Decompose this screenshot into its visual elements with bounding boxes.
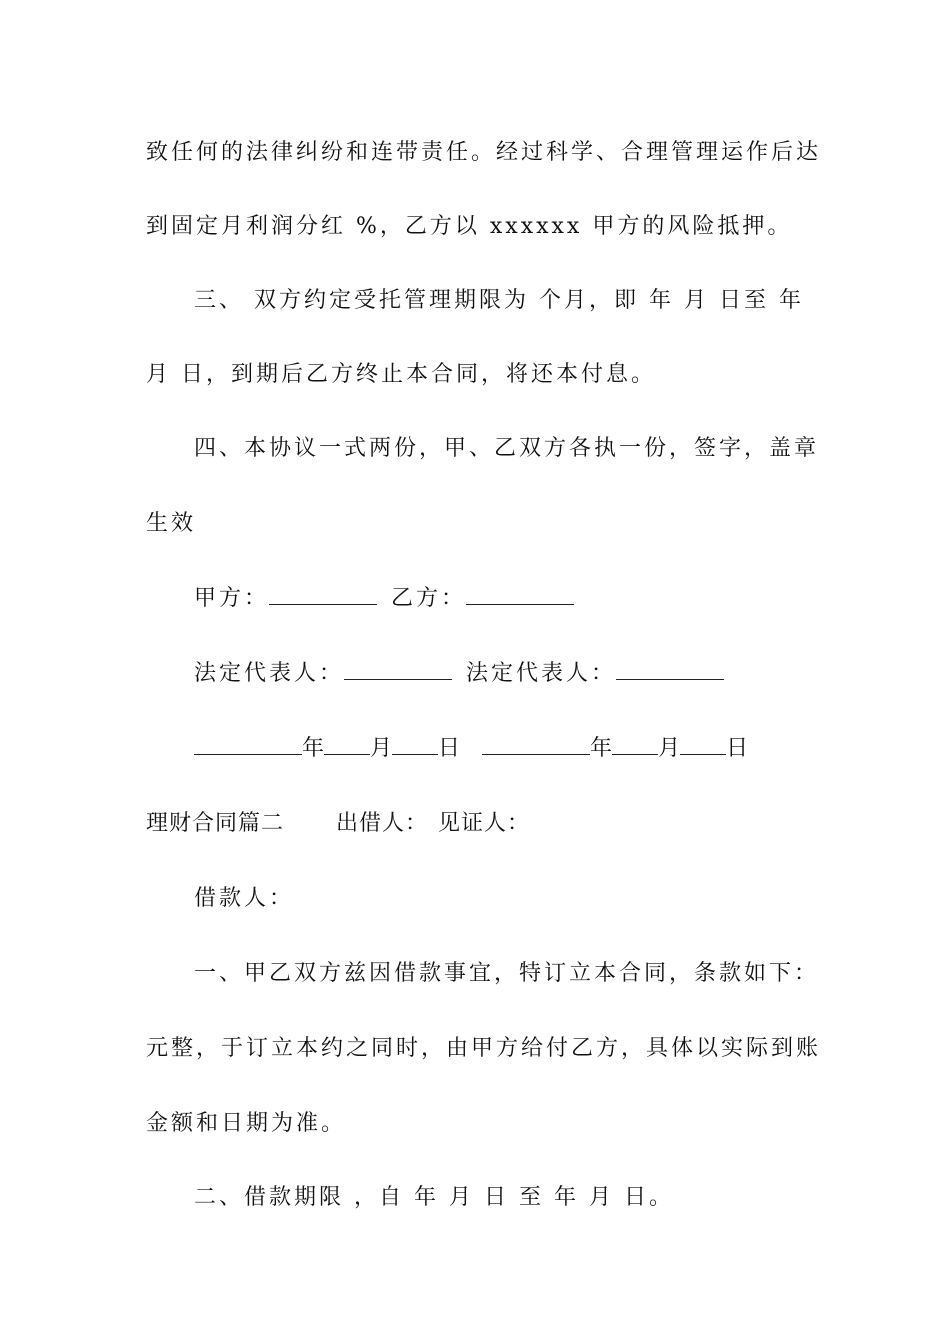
section-two-heading-row [146,809,530,839]
party-a-blank [269,584,377,605]
section-title: 理财合同篇二 [146,811,285,836]
rep-a-label: 法定代表人： [194,661,345,686]
witness-label: 见证人： [438,811,531,836]
rep-b-blank [616,659,724,680]
day-blank [392,734,438,755]
paragraph-line: 到固定月利润分红 %，乙方以 xxxxxx 甲方的风险抵押。 [146,214,793,239]
lender-label: 出借人： [336,811,429,836]
day-label: 日 [726,736,749,761]
day-label: 日 [438,736,461,761]
month-blank [612,734,658,755]
party-a-label: 甲方： [194,586,270,611]
rep-a-blank [344,659,452,680]
paragraph-line: 金额和日期为准。 [146,1111,347,1136]
date-row [194,734,748,764]
clause-three: 三、 双方约定受托管理期限为 个月，即 年 月 日至 年 [194,288,804,313]
year-blank [482,734,590,755]
month-label: 月 [658,736,681,761]
month-blank [324,734,370,755]
party-b-label: 乙方： [391,586,467,611]
clause-one: 一、甲乙双方兹因借款事宜，特订立本合同，条款如下： [194,961,820,986]
party-b-blank [466,584,574,605]
year-label: 年 [302,736,325,761]
party-signature-row [194,584,574,614]
year-blank [194,734,302,755]
paragraph-line: 月 日，到期后乙方终止本合同，将还本付息。 [146,362,656,387]
representative-row [194,659,724,689]
paragraph-line: 生效 [146,511,197,536]
paragraph-line: 元整，于订立本约之同时，由甲方给付乙方，具体以实际到账 [146,1036,822,1061]
year-label: 年 [590,736,613,761]
clause-four: 四、本协议一式两份，甲、乙双方各执一份，签字，盖章 [194,436,820,461]
month-label: 月 [370,736,393,761]
paragraph-line: 致任何的法律纠纷和连带责任。经过科学、合理管理运作后达 [146,140,822,165]
day-blank [680,734,726,755]
rep-b-label: 法定代表人： [466,661,617,686]
clause-two: 二、借款期限 ，自 年 月 日 至 年 月 日。 [194,1185,674,1210]
borrower-label: 借款人： [194,886,295,911]
